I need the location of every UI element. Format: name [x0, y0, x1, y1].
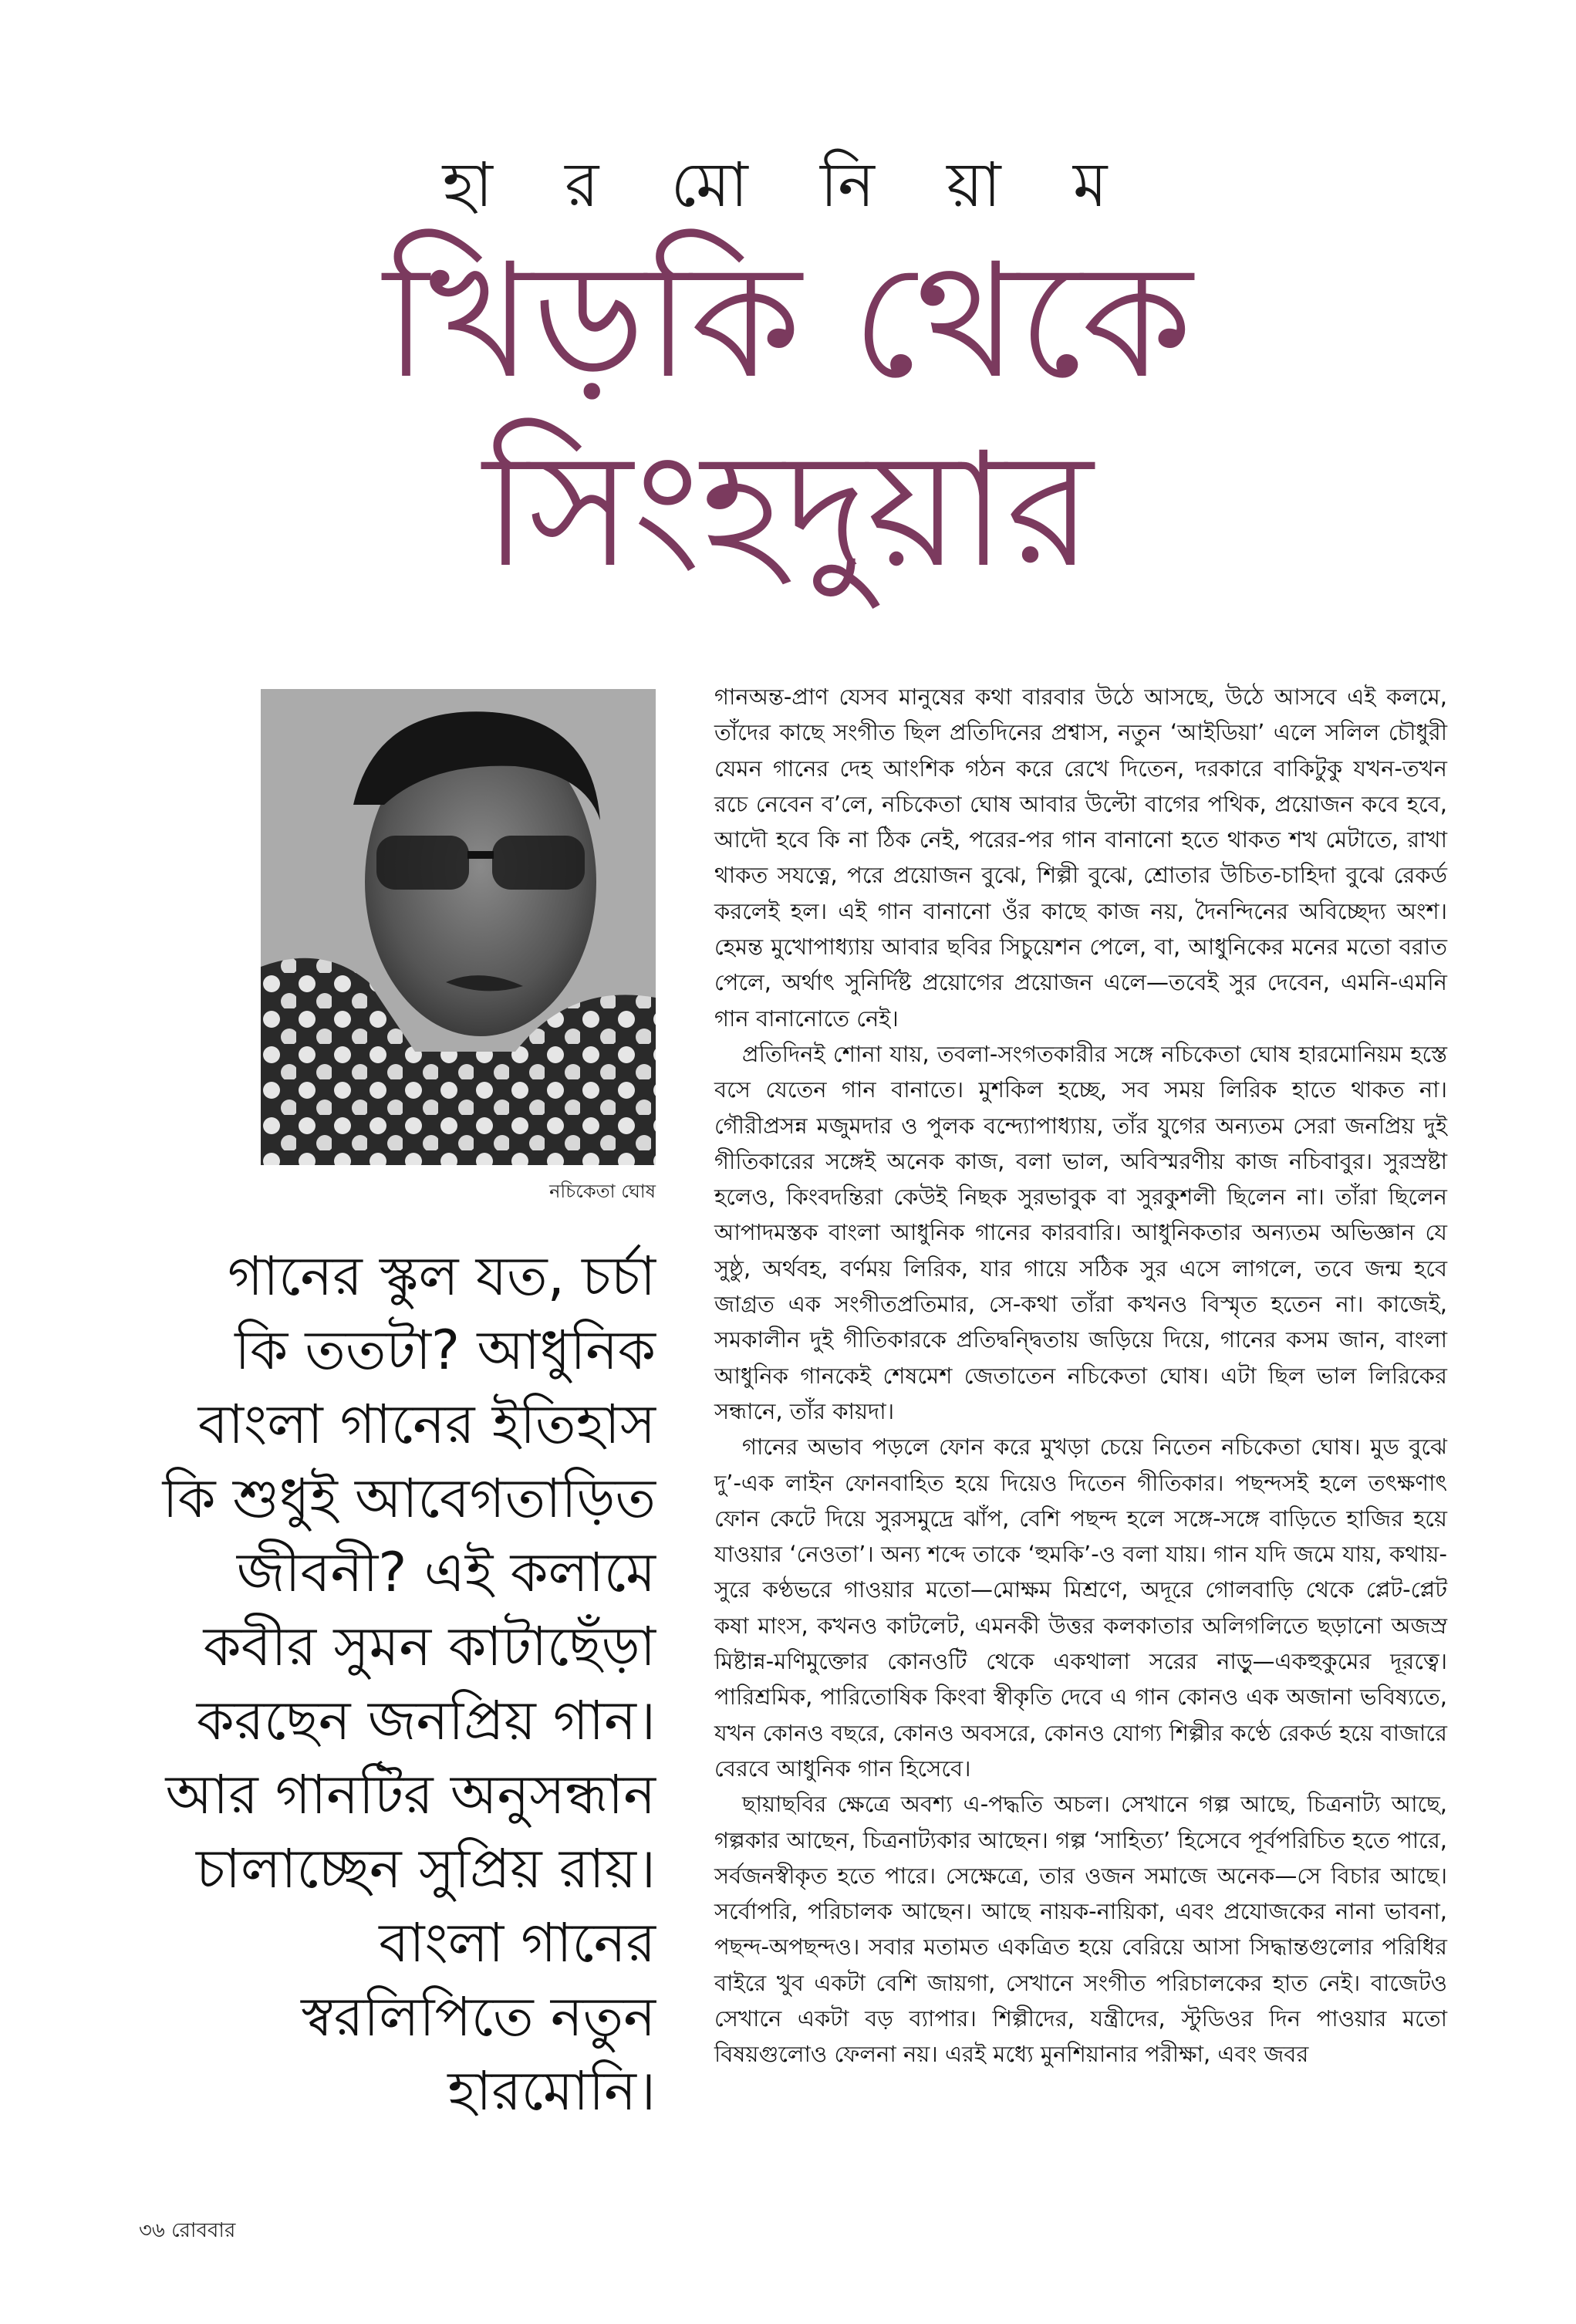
pull-quote-line: করছেন জনপ্রিয় গান। [196, 1689, 656, 1752]
pull-quote-line: জীবনী? এই কলামে [236, 1541, 656, 1604]
pull-quote-line: কি শুধুই আবেগতাড়িত [162, 1467, 656, 1530]
article-paragraph: প্রতিদিনই শোনা যায়, তবলা-সংগতকারীর সঙ্গে নচিকেতা ঘোষ হারমোনিয়ম হস্তে বসে যেতেন গান বানাতে। মুশকিল হচ্ছে, সব সময় লিরিক হাতে থাকত না। গৌরীপ্রসন্ন মজুমদার ও পুলক বন্দ্যোপাধ্যায়, তাঁর যুগের অন্যতম সেরা জনপ্রিয় দুই গীতিকারের সঙ্গেই অনেক কাজ, বলা ভাল, অবিস্মরণীয় কাজ নচিবাবুর। সুরস্রষ্টা হলেও, কিংবদন্তিরা কেউই নিছক সুরভাবুক বা সুরকুশলী ছিলেন না। তাঁরা ছিলেন আপাদমস্তক বাংলা আধুনিক গানের কারবারি। আধুনিকতার অন্যতম অভিজ্ঞান যে সুষ্ঠু, অর্থবহ, বর্ণময় লিরিক, যার গায়ে সঠিক সুর এসে লাগলে, তবে জন্ম হবে জাগ্রত এক সংগীতপ্রতিমার, সে-কথা তাঁরা কখনও বিস্মৃত হতেন না। কাজেই, সমকালীন দুই গীতিকারকে প্রতিদ্বন্দ্বিতায় জড়িয়ে দিয়ে, গানের কসম জান, বাংলা আধুনিক গানকেই শেষমেশ জেতাতেন নচিকেতা ঘোষ। এটা ছিল ভাল লিরিকের সন্ধানে, তাঁর কায়দা। [714, 1040, 1447, 1424]
article-paragraph: ছায়াছবির ক্ষেত্রে অবশ্য এ-পদ্ধতি অচল। সেখানে গল্প আছে, চিত্রনাট্য আছে, গল্পকার আছেন, চিত্রনাট্যকার আছেন। গল্প ‘সাহিত্য’ হিসেবে পূর্বপরিচিত হতে পারে, সর্বজনস্বীকৃত হতে পারে। সেক্ষেত্রে, তার ওজন সমাজে অনেক—সে বিচার আছে। সর্বোপরি, পরিচালক আছেন। আছে নায়ক-নায়িকা, এবং প্রযোজকের নানা ভাবনা, পছন্দ-অপছন্দও। সবার মতামত একত্রিত হয়ে বেরিয়ে আসা সিদ্ধান্তগুলোর পরিধির বাইরে খুব একটা বেশি জায়গা, সেখানে সংগীত পরিচালকের হাত নেই। বাজেটও সেখানে একটা বড় ব্যাপার। শিল্পীদের, যন্ত্রীদের, স্টুডিওর দিন পাওয়ার মতো বিষয়গুলোও ফেলনা নয়। এরই মধ্যে মুনশিয়ানার পরীক্ষা, এবং জবর [714, 1791, 1447, 2068]
portrait-photo-icon [261, 689, 656, 1165]
section-kicker: হা র মো নি য়া ম [442, 149, 1134, 221]
pull-quote-line: বাংলা গানের ইতিহাস [197, 1393, 656, 1456]
pull-quote [139, 1239, 656, 2128]
pull-quote-line: কি ততটা? আধুনিক [235, 1319, 656, 1382]
pull-quote-line: বাংলা গানের [379, 1911, 656, 1974]
pull-quote-line: আর গানটির অনুসন্ধান [165, 1763, 656, 1826]
pull-quote-line: চালাচ্ছেন সুপ্রিয় রায়। [195, 1837, 656, 1900]
page-footer: ৩৬ রোববার [139, 2219, 236, 2242]
headline-line-1: খিড়কি থেকে [383, 230, 1193, 414]
article-paragraph: গানঅন্ত-প্রাণ যেসব মানুষের কথা বারবার উঠে আসছে, উঠে আসবে এই কলমে, তাঁদের কাছে সংগীত ছিল প্রতিদিনের প্রশ্বাস, নতুন ‘আইডিয়া’ এলে সলিল চৌধুরী যেমন গানের দেহ আংশিক গঠন করে রেখে দিতেন, দরকারে বাকিটুকু যখন-তখন রচে নেবেন ব’লে, নচিকেতা ঘোষ আবার উল্টো বাগের পথিক, প্রয়োজন কবে হবে, আদৌ হবে কি না ঠিক নেই, পরের-পর গান বানানো হতে থাকত শখ মেটাতে, রাখা থাকত সযত্নে, পরে প্রয়োজন বুঝে, শিল্পী বুঝে, শ্রোতার উচিত-চাহিদা বুঝে রেকর্ড করলেই হল। এই গান বানানো ওঁর কাছে কাজ নয়, দৈনন্দিনের অবিচ্ছেদ্য অংশ। হেমন্ত মুখোপাধ্যায় আবার ছবির সিচুয়েশন পেলে, বা, আধুনিকের মনের মতো বরাত পেলে, অর্থাৎ সুনির্দিষ্ট প্রয়োগের প্রয়োজন এলে—তবেই সুর দেবেন, এমনি-এমনি গান বানানোতে নেই। [714, 684, 1447, 1032]
pull-quote-line: গানের স্কুল যত, চর্চা [228, 1245, 656, 1308]
portrait-photo [261, 689, 656, 1165]
article-body [714, 679, 1447, 2072]
article-paragraph: গানের অভাব পড়লে ফোন করে মুখড়া চেয়ে নিতেন নচিকেতা ঘোষ। মুড বুঝে দু’-এক লাইন ফোনবাহিত হয়ে দিয়েও দিতেন গীতিকার। পছন্দসই হলে তৎক্ষণাৎ ফোন কেটে দিয়ে সুরসমুদ্রে ঝাঁপ, বেশি পছন্দ হলে সঙ্গে-সঙ্গে বাড়িতে হাজির হয়ে যাওয়ার ‘নেওতা’। অন্য শব্দে তাকে ‘হুমকি’-ও বলা যায়। গান যদি জমে যায়, কথায়-সুরে কণ্ঠভরে গাওয়ার মতো—মোক্ষম মিশ্রণে, অদূরে গোলবাড়ি থেকে প্লেট-প্লেট কষা মাংস, কখনও কাটলেট, এমনকী উত্তর কলকাতার অলিগলিতে ছড়ানো অজস্র মিষ্টান্ন-মণিমুক্তোর কোনওটি থেকে একথালা সরের নাড়ু—একহুকুমের দূরত্বে। পারিশ্রমিক, পারিতোষিক কিংবা স্বীকৃতি দেবে এ গান কোনও এক অজানা ভবিষ্যতে, যখন কোনও বছরে, কোনও অবসরে, কোনও যোগ্য শিল্পীর কণ্ঠে রেকর্ড হয়ে বাজারে বেরবে আধুনিক গান হিসেবে। [714, 1434, 1447, 1782]
pull-quote-line: স্বরলিপিতে নতুন [301, 1985, 656, 2049]
photo-caption: নচিকেতা ঘোষ [549, 1181, 656, 1202]
pull-quote-line: কবীর সুমন কাটাছেঁড়া [203, 1615, 656, 1678]
headline-line-2: সিংহদুয়ার [483, 419, 1093, 603]
pull-quote-line: হারমোনি। [447, 2059, 656, 2123]
